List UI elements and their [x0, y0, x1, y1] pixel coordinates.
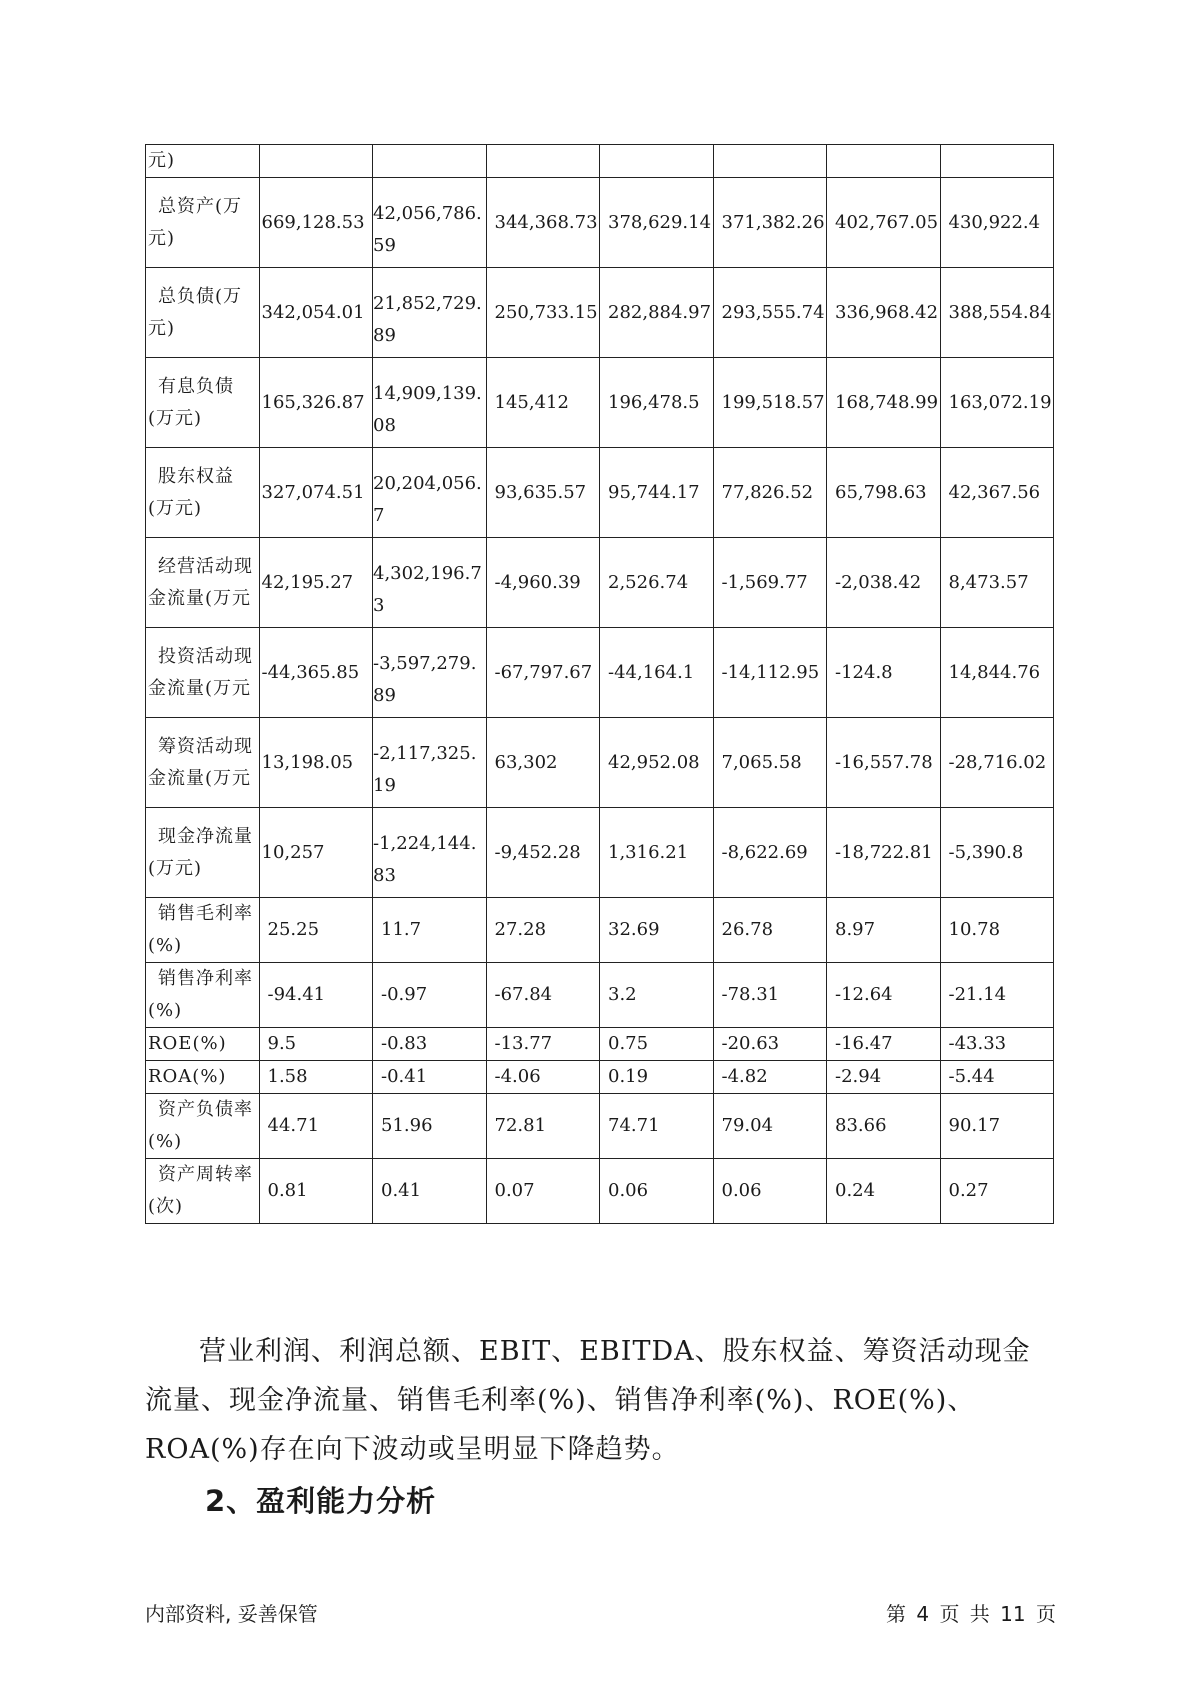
table-cell: -0.97	[373, 963, 487, 1028]
table-cell: 3.2	[600, 963, 714, 1028]
table-cell: 0.24	[827, 1159, 941, 1224]
table-cell: -0.41	[373, 1061, 487, 1094]
table-cell: 8,473.57	[940, 538, 1054, 628]
row-label	[146, 358, 260, 448]
row-label-text: 资产负债率(%)	[148, 1099, 253, 1152]
row-label	[146, 898, 260, 963]
table-cell: 42,367.56	[940, 448, 1054, 538]
row-label-text: 投资活动现金流量(万元	[148, 645, 253, 699]
row-label	[146, 448, 260, 538]
financial-table	[145, 144, 1054, 1224]
table-cell: 65,798.63	[827, 448, 941, 538]
table-cell: 83.66	[827, 1094, 941, 1159]
section-heading: 2、盈利能力分析	[205, 1484, 437, 1518]
table-row	[146, 358, 1054, 448]
row-label	[146, 178, 260, 268]
row-label-text: 总负债(万元)	[148, 285, 243, 339]
table-cell	[486, 145, 600, 178]
table-cell: -67,797.67	[486, 628, 600, 718]
table-cell: 25.25	[259, 898, 373, 963]
table-cell: 2,526.74	[600, 538, 714, 628]
table-cell: 168,748.99	[827, 358, 941, 448]
table-cell	[827, 145, 941, 178]
table-cell: 0.19	[600, 1061, 714, 1094]
table-cell: -4.06	[486, 1061, 600, 1094]
row-label	[146, 808, 260, 898]
table-cell: 282,884.97	[600, 268, 714, 358]
table-cell: 10,257	[259, 808, 373, 898]
table-cell: -28,716.02	[940, 718, 1054, 808]
row-label-text: 筹资活动现金流量(万元	[148, 735, 253, 789]
table-cell: -1,224,144.83	[373, 808, 487, 898]
table-cell: 0.81	[259, 1159, 373, 1224]
table-row	[146, 178, 1054, 268]
row-label-text: 总资产(万元)	[148, 195, 243, 249]
analysis-paragraph: 营业利润、利润总额、EBIT、EBITDA、股东权益、筹资活动现金流量、现金净流量、销售毛利率(%)、销售净利率(%)、ROE(%)、ROA(%)存在向下波动或呈明显下降趋势。	[145, 1336, 1031, 1465]
table-cell	[940, 145, 1054, 178]
table-cell: 342,054.01	[259, 268, 373, 358]
table-cell: 90.17	[940, 1094, 1054, 1159]
table-cell: 1,316.21	[600, 808, 714, 898]
table-cell: 14,844.76	[940, 628, 1054, 718]
table-cell: -124.8	[827, 628, 941, 718]
table-cell: 27.28	[486, 898, 600, 963]
table-row	[146, 145, 1054, 178]
table-cell: 402,767.05	[827, 178, 941, 268]
table-cell: -16,557.78	[827, 718, 941, 808]
table-row	[146, 1159, 1054, 1224]
row-label-text: 销售净利率(%)	[148, 968, 253, 1021]
table-cell: 79.04	[713, 1094, 827, 1159]
table-cell: 42,056,786.59	[373, 178, 487, 268]
table-cell: 293,555.74	[713, 268, 827, 358]
table-cell: 0.41	[373, 1159, 487, 1224]
row-label	[146, 145, 260, 178]
table-cell	[373, 145, 487, 178]
table-cell: -2,117,325.19	[373, 718, 487, 808]
table-cell: 199,518.57	[713, 358, 827, 448]
table-row	[146, 1028, 1054, 1061]
table-cell: 63,302	[486, 718, 600, 808]
table-cell: -21.14	[940, 963, 1054, 1028]
table-cell: 72.81	[486, 1094, 600, 1159]
table-cell: 14,909,139.08	[373, 358, 487, 448]
table-cell: 8.97	[827, 898, 941, 963]
table-cell: 0.75	[600, 1028, 714, 1061]
table-cell: 9.5	[259, 1028, 373, 1061]
table-cell: 669,128.53	[259, 178, 373, 268]
table-row	[146, 808, 1054, 898]
table-cell	[713, 145, 827, 178]
table-cell: 77,826.52	[713, 448, 827, 538]
row-label	[146, 538, 260, 628]
footer-page-number: 第 4 页 共 11 页	[886, 1602, 1056, 1626]
table-cell: 371,382.26	[713, 178, 827, 268]
row-label	[146, 1061, 260, 1094]
table-row	[146, 628, 1054, 718]
table-row	[146, 1061, 1054, 1094]
table-cell: -9,452.28	[486, 808, 600, 898]
table-cell: -44,365.85	[259, 628, 373, 718]
table-cell: 26.78	[713, 898, 827, 963]
table-cell: 430,922.4	[940, 178, 1054, 268]
table-cell: 327,074.51	[259, 448, 373, 538]
row-label-text: 销售毛利率(%)	[148, 903, 253, 956]
table-cell: -2,038.42	[827, 538, 941, 628]
table-cell: -18,722.81	[827, 808, 941, 898]
table-cell: 344,368.73	[486, 178, 600, 268]
table-row	[146, 538, 1054, 628]
table-cell: -1,569.77	[713, 538, 827, 628]
table-cell: -5.44	[940, 1061, 1054, 1094]
row-label-text: ROE(%)	[148, 1033, 227, 1054]
row-label	[146, 1159, 260, 1224]
table-cell: -78.31	[713, 963, 827, 1028]
table-cell: 1.58	[259, 1061, 373, 1094]
table-row	[146, 718, 1054, 808]
table-cell: 21,852,729.89	[373, 268, 487, 358]
table-cell	[259, 145, 373, 178]
table-cell: 0.06	[713, 1159, 827, 1224]
table-row	[146, 963, 1054, 1028]
table-cell: -13.77	[486, 1028, 600, 1061]
table-cell: -4,960.39	[486, 538, 600, 628]
table-cell: -20.63	[713, 1028, 827, 1061]
table-cell: 250,733.15	[486, 268, 600, 358]
table-cell: 0.27	[940, 1159, 1054, 1224]
row-label	[146, 963, 260, 1028]
table-cell: 145,412	[486, 358, 600, 448]
row-label-text: 元)	[148, 150, 176, 171]
row-label-text: 资产周转率(次)	[148, 1164, 253, 1217]
table-cell: -44,164.1	[600, 628, 714, 718]
table-cell: -4.82	[713, 1061, 827, 1094]
table-cell	[600, 145, 714, 178]
table-row	[146, 1094, 1054, 1159]
table-cell: 13,198.05	[259, 718, 373, 808]
table-cell: -14,112.95	[713, 628, 827, 718]
table-cell: -3,597,279.89	[373, 628, 487, 718]
table-cell: 165,326.87	[259, 358, 373, 448]
table-cell: 163,072.19	[940, 358, 1054, 448]
table-cell: 32.69	[600, 898, 714, 963]
table-cell: 74.71	[600, 1094, 714, 1159]
table-cell: -5,390.8	[940, 808, 1054, 898]
table-cell: 388,554.84	[940, 268, 1054, 358]
table-cell: 95,744.17	[600, 448, 714, 538]
table-cell: -12.64	[827, 963, 941, 1028]
table-cell: 0.06	[600, 1159, 714, 1224]
table-cell: 20,204,056.7	[373, 448, 487, 538]
table-cell: 336,968.42	[827, 268, 941, 358]
row-label	[146, 1094, 260, 1159]
table-cell: 196,478.5	[600, 358, 714, 448]
footer-confidential-note: 内部资料, 妥善保管	[145, 1602, 318, 1626]
table-cell: 378,629.14	[600, 178, 714, 268]
table-cell: 51.96	[373, 1094, 487, 1159]
table-cell: -43.33	[940, 1028, 1054, 1061]
table-cell: -16.47	[827, 1028, 941, 1061]
table-cell: -94.41	[259, 963, 373, 1028]
table-cell: 44.71	[259, 1094, 373, 1159]
table-cell: 0.07	[486, 1159, 600, 1224]
row-label-text: ROA(%)	[148, 1066, 227, 1087]
table-cell: 11.7	[373, 898, 487, 963]
table-cell: -8,622.69	[713, 808, 827, 898]
table-cell: -67.84	[486, 963, 600, 1028]
table-row	[146, 898, 1054, 963]
row-label	[146, 718, 260, 808]
row-label	[146, 1028, 260, 1061]
row-label-text: 股东权益(万元)	[148, 465, 234, 519]
row-label	[146, 268, 260, 358]
table-cell: -0.83	[373, 1028, 487, 1061]
table-cell: 4,302,196.73	[373, 538, 487, 628]
table-cell: 42,195.27	[259, 538, 373, 628]
table-cell: 10.78	[940, 898, 1054, 963]
table-row	[146, 448, 1054, 538]
financial-table-body	[146, 145, 1054, 1224]
table-cell: -2.94	[827, 1061, 941, 1094]
row-label-text: 现金净流量(万元)	[148, 825, 253, 879]
row-label-text: 经营活动现金流量(万元	[148, 555, 253, 609]
row-label-text: 有息负债(万元)	[148, 375, 234, 429]
table-cell: 7,065.58	[713, 718, 827, 808]
table-row	[146, 268, 1054, 358]
row-label	[146, 628, 260, 718]
table-cell: 42,952.08	[600, 718, 714, 808]
table-cell: 93,635.57	[486, 448, 600, 538]
